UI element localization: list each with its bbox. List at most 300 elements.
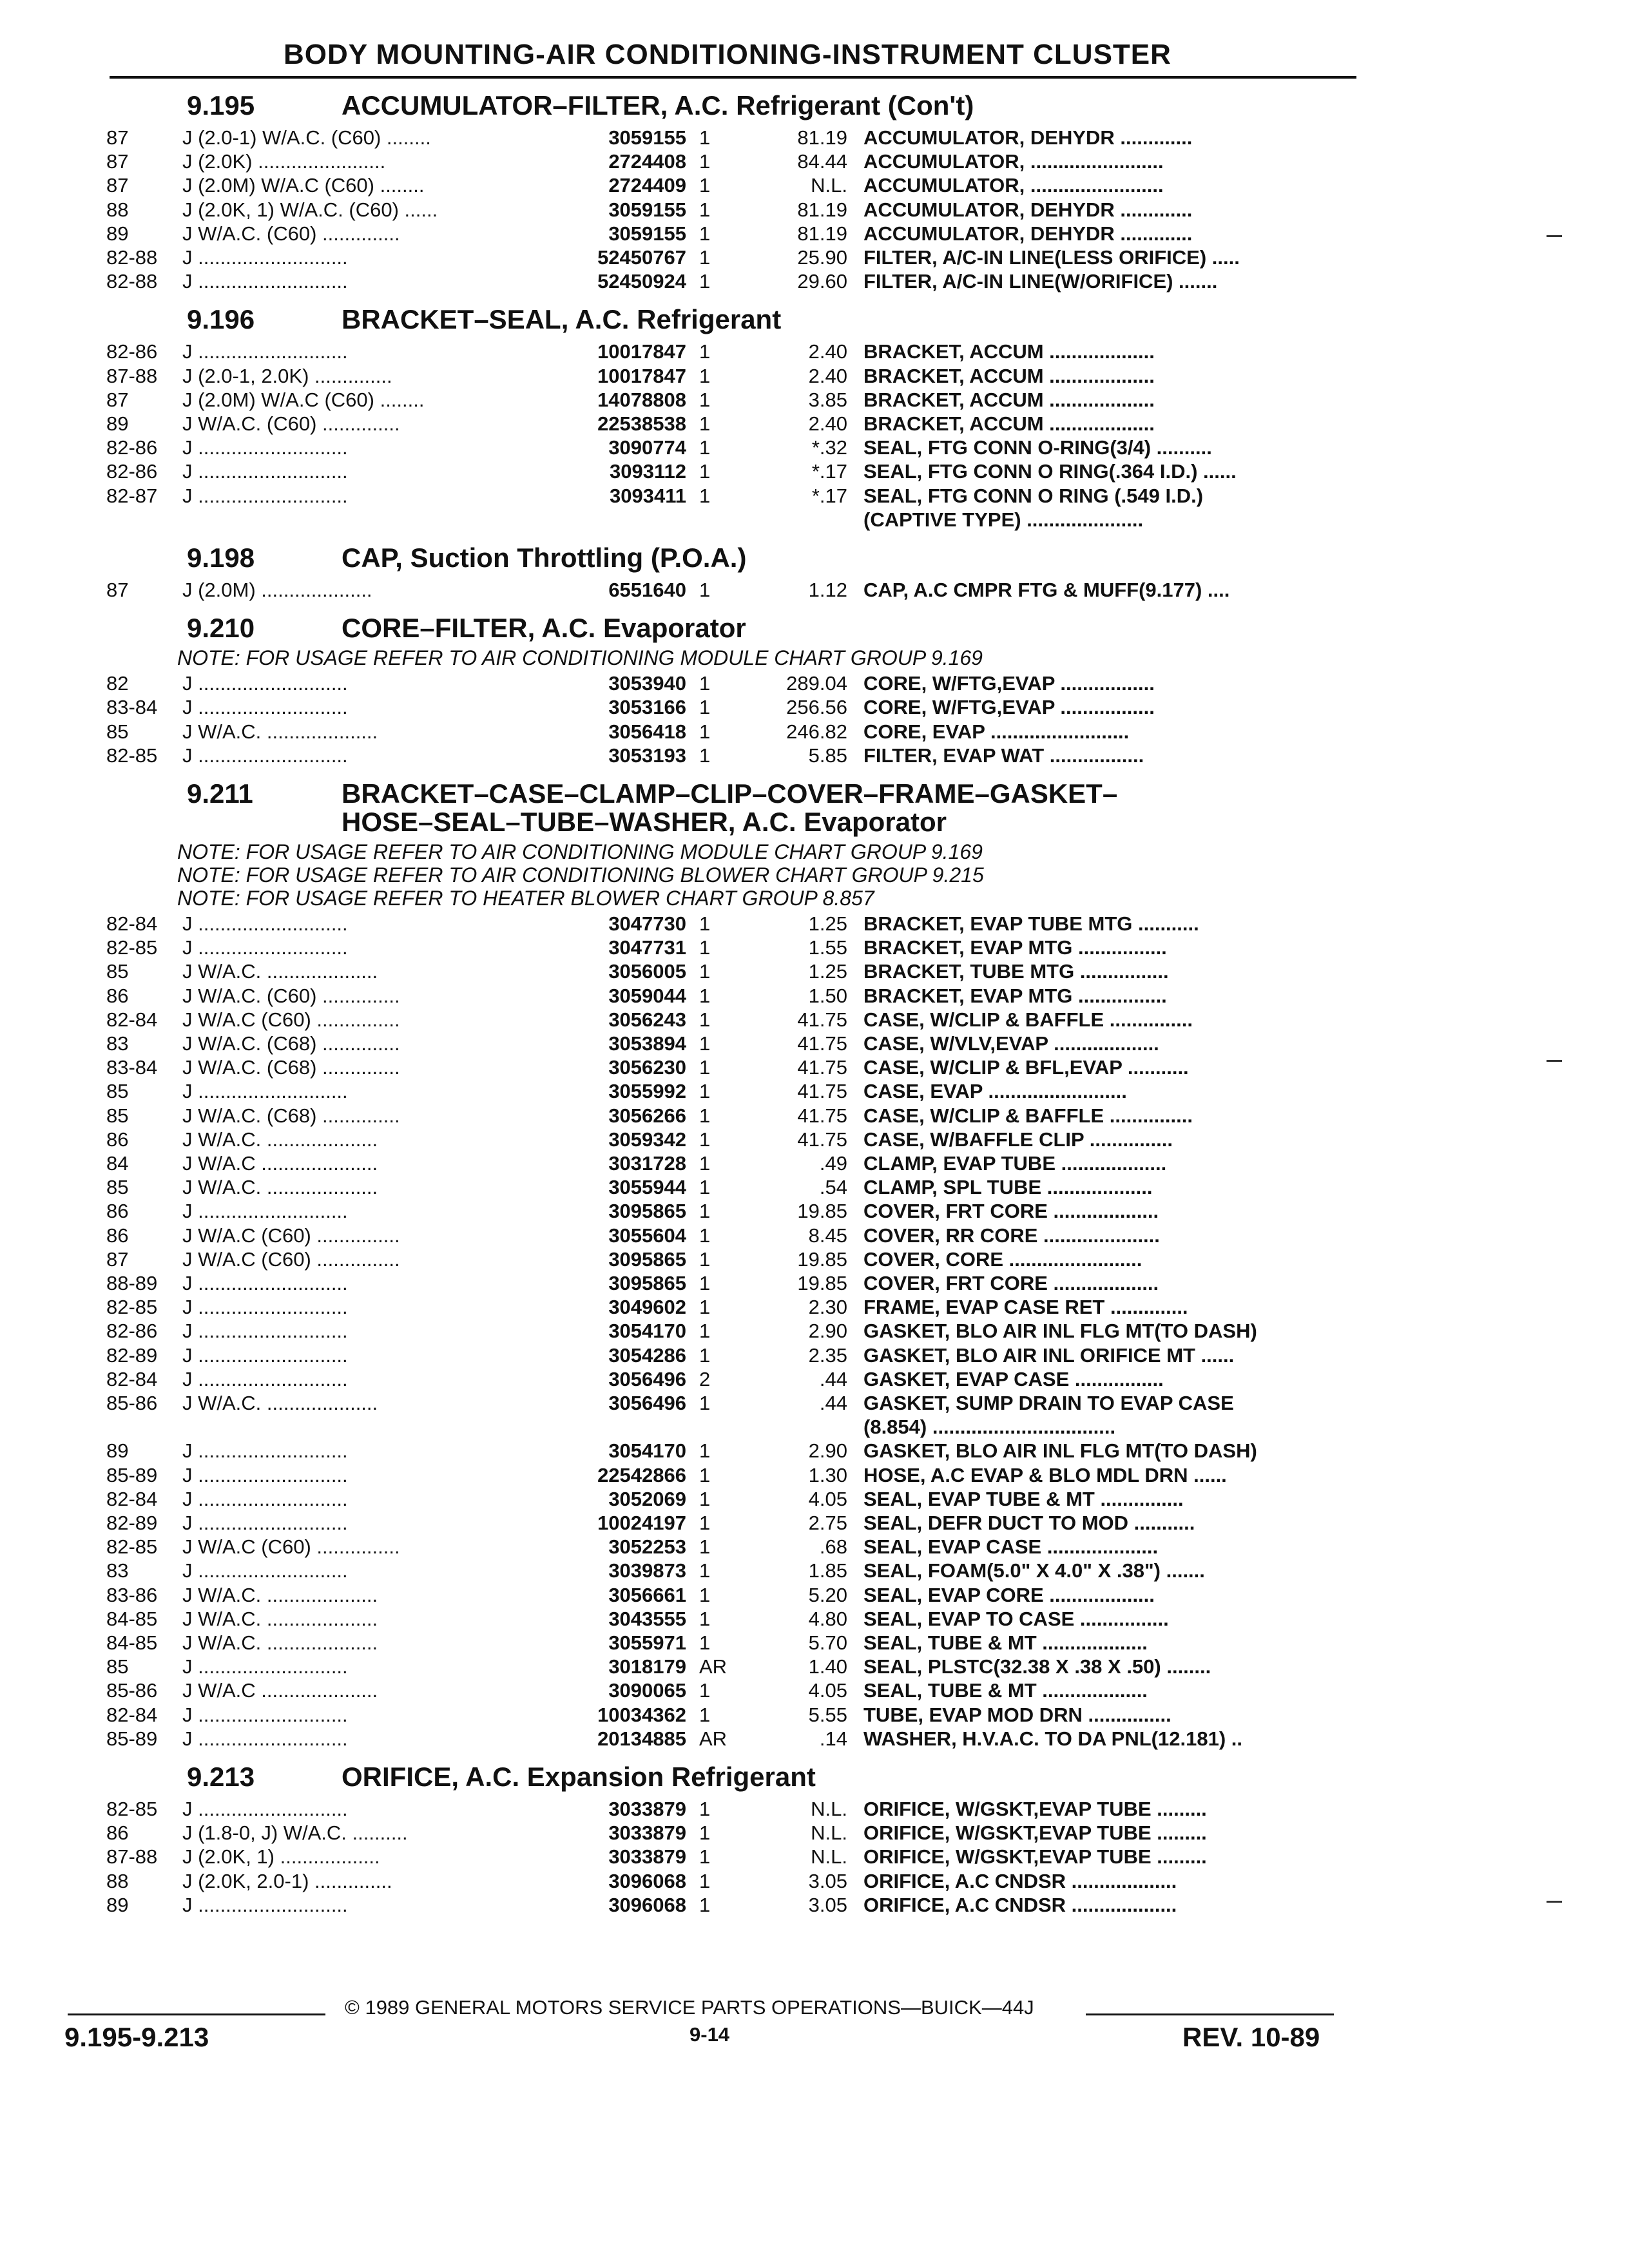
price: 41.75 xyxy=(797,1128,847,1151)
application: J (2.0K, 1) .................. xyxy=(182,1845,380,1869)
price: 41.75 xyxy=(797,1104,847,1127)
part-number: 52450767 xyxy=(597,246,686,269)
price: 1.12 xyxy=(808,579,847,601)
part-row xyxy=(106,1584,1524,1608)
price: 4.80 xyxy=(808,1607,847,1630)
part-number: 3059155 xyxy=(608,126,686,149)
model-years: 86 xyxy=(106,1224,129,1247)
price: 19.85 xyxy=(797,1272,847,1294)
price: N.L. xyxy=(811,1798,847,1820)
part-row xyxy=(106,1798,1524,1821)
description: CLAMP, EVAP TUBE ................... xyxy=(863,1152,1167,1175)
price: 1.25 xyxy=(808,912,847,935)
application: J ........................... xyxy=(182,1798,348,1820)
part-number: 3047730 xyxy=(608,912,686,935)
model-years: 87-88 xyxy=(106,364,158,387)
part-row xyxy=(106,1655,1524,1679)
part-row xyxy=(106,1488,1524,1512)
model-years: 82-84 xyxy=(106,1703,158,1726)
part-row xyxy=(106,508,1524,532)
quantity: 1 xyxy=(699,1631,711,1654)
part-row xyxy=(106,412,1524,436)
quantity: 1 xyxy=(699,1176,711,1199)
application: J ........................... xyxy=(182,1272,348,1294)
description: FILTER, A/C-IN LINE(LESS ORIFICE) ..... xyxy=(863,246,1240,269)
model-years: 82-86 xyxy=(106,436,158,459)
application: J ........................... xyxy=(182,936,348,959)
part-row xyxy=(106,672,1524,696)
model-years: 86 xyxy=(106,1200,129,1223)
price: 41.75 xyxy=(797,1008,847,1031)
model-years: 82-84 xyxy=(106,1367,158,1390)
footer-copyright: © 1989 GENERAL MOTORS SERVICE PARTS OPERATIONS—BUICK—44J xyxy=(345,1996,1034,2019)
model-years: 89 xyxy=(106,1893,129,1916)
quantity: 1 xyxy=(699,1392,711,1414)
description: ACCUMULATOR, DEHYDR ............. xyxy=(863,198,1193,221)
quantity: 1 xyxy=(699,1487,711,1510)
part-number: 20134885 xyxy=(597,1727,686,1750)
price: 19.85 xyxy=(797,1247,847,1271)
quantity: 2 xyxy=(699,1367,711,1390)
part-number: 2724408 xyxy=(608,150,686,173)
part-row xyxy=(106,1512,1524,1535)
model-years: 88 xyxy=(106,1869,129,1892)
application: J W/A.C (C60) ............... xyxy=(182,1247,400,1271)
section-number: 9.213 xyxy=(187,1762,255,1792)
price: .49 xyxy=(819,1152,847,1175)
part-number: 6551640 xyxy=(608,579,686,601)
quantity: 1 xyxy=(699,1224,711,1247)
description: ACCUMULATOR, ........................ xyxy=(863,150,1164,173)
price: 19.85 xyxy=(797,1200,847,1223)
model-years: 85-89 xyxy=(106,1727,158,1750)
description: BRACKET, EVAP MTG ................ xyxy=(863,936,1167,959)
quantity: 1 xyxy=(699,912,711,935)
part-number: 3095865 xyxy=(608,1272,686,1294)
part-row xyxy=(106,198,1524,222)
quantity: 1 xyxy=(699,1798,711,1820)
model-years: 82-85 xyxy=(106,744,158,767)
part-row xyxy=(106,1821,1524,1845)
description: SEAL, EVAP CASE .................... xyxy=(863,1535,1159,1559)
section-title-continued: HOSE–SEAL–TUBE–WASHER, A.C. Evaporator xyxy=(342,807,947,837)
quantity: 1 xyxy=(699,1296,711,1319)
model-years: 85 xyxy=(106,1080,129,1103)
application: J W/A.C. .................... xyxy=(182,1631,378,1654)
model-years: 82-85 xyxy=(106,936,158,959)
description: SEAL, FTG CONN O RING (.549 I.D.) xyxy=(863,484,1204,507)
application: J (2.0-1, 2.0K) .............. xyxy=(182,364,392,387)
model-years: 88-89 xyxy=(106,1272,158,1294)
part-number: 3033879 xyxy=(608,1845,686,1869)
quantity: 1 xyxy=(699,246,711,269)
part-row xyxy=(106,1392,1524,1416)
part-number: 3054170 xyxy=(608,1320,686,1343)
price: 2.75 xyxy=(808,1512,847,1534)
description: CASE, W/CLIP & BFL,EVAP ........... xyxy=(863,1056,1189,1079)
part-row xyxy=(106,365,1524,389)
model-years: 86 xyxy=(106,984,129,1007)
part-number: 3039873 xyxy=(608,1559,686,1582)
price: 4.05 xyxy=(808,1487,847,1510)
part-number: 3056496 xyxy=(608,1392,686,1414)
part-row xyxy=(106,1845,1524,1869)
price: 25.90 xyxy=(797,246,847,269)
model-years: 87 xyxy=(106,1247,129,1271)
part-number: 3055944 xyxy=(608,1176,686,1199)
description: SEAL, FTG CONN O-RING(3/4) .......... xyxy=(863,436,1212,459)
section-title: ORIFICE, A.C. Expansion Refrigerant xyxy=(342,1762,816,1792)
application: J ........................... xyxy=(182,744,348,767)
application: J W/A.C (C60) ............... xyxy=(182,1224,400,1247)
model-years: 89 xyxy=(106,222,129,245)
description: SEAL, FOAM(5.0" X 4.0" X .38") ....... xyxy=(863,1559,1205,1582)
application: J W/A.C. (C68) .............. xyxy=(182,1056,400,1079)
model-years: 83-84 xyxy=(106,696,158,719)
margin-mark xyxy=(1547,1901,1562,1903)
description: CORE, W/FTG,EVAP ................. xyxy=(863,672,1155,695)
part-row xyxy=(106,1008,1524,1032)
quantity: 1 xyxy=(699,1104,711,1127)
part-row xyxy=(106,1080,1524,1104)
part-number: 22538538 xyxy=(597,412,686,435)
price: .68 xyxy=(819,1535,847,1559)
page-header-title: BODY MOUNTING-AIR CONDITIONING-INSTRUMENT CLUSTER xyxy=(284,39,1171,70)
price: *.17 xyxy=(811,460,847,483)
application: J ........................... xyxy=(182,672,348,695)
price: .54 xyxy=(819,1176,847,1199)
quantity: 1 xyxy=(699,388,711,411)
quantity: 1 xyxy=(699,1439,711,1463)
part-row xyxy=(106,1032,1524,1056)
application: J (2.0M) .................... xyxy=(182,579,372,601)
description: CASE, W/CLIP & BAFFLE ............... xyxy=(863,1008,1193,1031)
part-row xyxy=(106,1272,1524,1296)
part-row xyxy=(106,150,1524,174)
application: J ........................... xyxy=(182,1655,348,1678)
model-years: 82-84 xyxy=(106,1487,158,1510)
section-title: ACCUMULATOR–FILTER, A.C. Refrigerant (Con't) xyxy=(342,90,974,120)
part-number: 3049602 xyxy=(608,1296,686,1319)
description: GASKET, EVAP CASE ................ xyxy=(863,1367,1164,1390)
quantity: 1 xyxy=(699,222,711,245)
quantity: 1 xyxy=(699,984,711,1007)
part-number: 2724409 xyxy=(608,174,686,197)
application: J ........................... xyxy=(182,1512,348,1534)
application: J W/A.C. (C60) .............. xyxy=(182,984,400,1007)
application: J (2.0K, 1) W/A.C. (C60) ...... xyxy=(182,198,438,221)
application: J W/A.C. (C68) .............. xyxy=(182,1032,400,1055)
quantity: 1 xyxy=(699,1200,711,1223)
application: J ........................... xyxy=(182,436,348,459)
model-years: 84-85 xyxy=(106,1607,158,1630)
description: GASKET, BLO AIR INL ORIFICE MT ...... xyxy=(863,1343,1235,1367)
model-years: 85-89 xyxy=(106,1463,158,1486)
description: (8.854) ................................. xyxy=(863,1416,1116,1439)
description: BRACKET, ACCUM ................... xyxy=(863,412,1155,435)
price: 1.85 xyxy=(808,1559,847,1582)
part-row xyxy=(106,936,1524,960)
quantity: 1 xyxy=(699,364,711,387)
section-title: CORE–FILTER, A.C. Evaporator xyxy=(342,613,746,644)
model-years: 85 xyxy=(106,960,129,983)
price: .44 xyxy=(819,1392,847,1414)
quantity: 1 xyxy=(699,174,711,197)
part-number: 3093112 xyxy=(610,460,686,483)
quantity: 1 xyxy=(699,1152,711,1175)
description: HOSE, A.C EVAP & BLO MDL DRN ...... xyxy=(863,1463,1227,1486)
part-row xyxy=(106,1870,1524,1894)
quantity: 1 xyxy=(699,1320,711,1343)
description: BRACKET, TUBE MTG ................ xyxy=(863,960,1169,983)
model-years: 86 xyxy=(106,1128,129,1151)
quantity: 1 xyxy=(699,150,711,173)
usage-note: NOTE: FOR USAGE REFER TO AIR CONDITIONING MODULE CHART GROUP 9.169 xyxy=(177,840,983,863)
part-row xyxy=(106,270,1524,294)
model-years: 87 xyxy=(106,174,129,197)
application: J ........................... xyxy=(182,484,348,507)
part-row xyxy=(106,436,1524,460)
quantity: 1 xyxy=(699,1679,711,1702)
model-years: 82-86 xyxy=(106,340,158,363)
section-title: BRACKET–SEAL, A.C. Refrigerant xyxy=(342,304,782,335)
application: J W/A.C. .................... xyxy=(182,720,378,743)
price: 256.56 xyxy=(786,696,847,719)
part-number: 3093411 xyxy=(610,484,686,507)
price: 81.19 xyxy=(797,198,847,221)
price: 2.90 xyxy=(808,1439,847,1463)
part-number: 3059155 xyxy=(608,222,686,245)
part-row xyxy=(106,1559,1524,1583)
price: 1.40 xyxy=(808,1655,847,1678)
quantity: 1 xyxy=(699,1821,711,1845)
model-years: 82-89 xyxy=(106,1343,158,1367)
part-row xyxy=(106,1727,1524,1751)
price: 1.25 xyxy=(808,960,847,983)
model-years: 82-85 xyxy=(106,1798,158,1820)
model-years: 82-84 xyxy=(106,1008,158,1031)
part-number: 3055992 xyxy=(608,1080,686,1103)
part-row xyxy=(106,1608,1524,1631)
quantity: 1 xyxy=(699,1703,711,1726)
description: ORIFICE, A.C CNDSR ................... xyxy=(863,1893,1177,1916)
price: 2.40 xyxy=(808,364,847,387)
application: J ........................... xyxy=(182,1463,348,1486)
price: 5.20 xyxy=(808,1583,847,1606)
description: CASE, W/CLIP & BAFFLE ............... xyxy=(863,1104,1193,1127)
part-row xyxy=(106,744,1524,768)
application: J (2.0K, 2.0-1) .............. xyxy=(182,1869,392,1892)
description: CASE, EVAP ......................... xyxy=(863,1080,1127,1103)
part-row xyxy=(106,1152,1524,1176)
part-row xyxy=(106,1248,1524,1272)
quantity: 1 xyxy=(699,1869,711,1892)
part-number: 3059044 xyxy=(608,984,686,1007)
part-row xyxy=(106,579,1524,602)
description: ORIFICE, A.C CNDSR ................... xyxy=(863,1869,1177,1892)
part-row xyxy=(106,1128,1524,1152)
quantity: AR xyxy=(699,1655,728,1678)
model-years: 84-85 xyxy=(106,1631,158,1654)
price: 81.19 xyxy=(797,222,847,245)
description: CLAMP, SPL TUBE ................... xyxy=(863,1176,1153,1199)
application: J W/A.C. .................... xyxy=(182,1392,378,1414)
quantity: 1 xyxy=(699,720,711,743)
description: BRACKET, EVAP MTG ................ xyxy=(863,984,1167,1007)
quantity: 1 xyxy=(699,744,711,767)
quantity: 1 xyxy=(699,672,711,695)
model-years: 89 xyxy=(106,412,129,435)
part-number: 22542866 xyxy=(597,1463,686,1486)
quantity: 1 xyxy=(699,696,711,719)
part-number: 3054286 xyxy=(608,1343,686,1367)
description: CAP, A.C CMPR FTG & MUFF(9.177) .... xyxy=(863,579,1230,601)
part-number: 3047731 xyxy=(608,936,686,959)
model-years: 87 xyxy=(106,126,129,149)
quantity: 1 xyxy=(699,484,711,507)
description: BRACKET, ACCUM ................... xyxy=(863,340,1155,363)
description: ORIFICE, W/GSKT,EVAP TUBE ......... xyxy=(863,1821,1207,1845)
section-number: 9.210 xyxy=(187,613,255,644)
description: GASKET, BLO AIR INL FLG MT(TO DASH) xyxy=(863,1439,1257,1463)
margin-mark xyxy=(1547,235,1562,237)
part-number: 3052253 xyxy=(608,1535,686,1559)
model-years: 85-86 xyxy=(106,1679,158,1702)
application: J W/A.C. .................... xyxy=(182,1583,378,1606)
model-years: 85-86 xyxy=(106,1392,158,1414)
part-number: 3031728 xyxy=(608,1152,686,1175)
footer-rule-left xyxy=(68,2013,325,2015)
part-number: 3095865 xyxy=(608,1200,686,1223)
price: 2.40 xyxy=(808,412,847,435)
quantity: 1 xyxy=(699,1512,711,1534)
price: .44 xyxy=(819,1367,847,1390)
application: J W/A.C. (C60) .............. xyxy=(182,222,400,245)
part-row xyxy=(106,1416,1524,1439)
price: 2.40 xyxy=(808,340,847,363)
application: J W/A.C. .................... xyxy=(182,960,378,983)
price: 289.04 xyxy=(786,672,847,695)
application: J W/A.C ..................... xyxy=(182,1152,378,1175)
application: J W/A.C. .................... xyxy=(182,1176,378,1199)
application: J ........................... xyxy=(182,460,348,483)
application: J W/A.C (C60) ............... xyxy=(182,1008,400,1031)
model-years: 83-84 xyxy=(106,1056,158,1079)
part-row xyxy=(106,389,1524,412)
price: 81.19 xyxy=(797,126,847,149)
price: 5.85 xyxy=(808,744,847,767)
model-years: 83 xyxy=(106,1032,129,1055)
price: 3.05 xyxy=(808,1869,847,1892)
part-number: 3053166 xyxy=(608,696,686,719)
price: 41.75 xyxy=(797,1080,847,1103)
usage-note: NOTE: FOR USAGE REFER TO HEATER BLOWER CHART GROUP 8.857 xyxy=(177,887,874,910)
part-row xyxy=(106,126,1524,150)
part-number: 3043555 xyxy=(608,1607,686,1630)
application: J ........................... xyxy=(182,1559,348,1582)
part-row xyxy=(106,696,1524,720)
part-number: 10034362 xyxy=(597,1703,686,1726)
price: 41.75 xyxy=(797,1032,847,1055)
price: 246.82 xyxy=(786,720,847,743)
description: SEAL, EVAP TUBE & MT ............... xyxy=(863,1487,1184,1510)
price: .14 xyxy=(819,1727,847,1750)
quantity: 1 xyxy=(699,412,711,435)
model-years: 82-85 xyxy=(106,1296,158,1319)
quantity: 1 xyxy=(699,1272,711,1294)
model-years: 82-85 xyxy=(106,1535,158,1559)
description: COVER, CORE ........................ xyxy=(863,1247,1142,1271)
description: COVER, FRT CORE ................... xyxy=(863,1272,1159,1294)
part-row xyxy=(106,1176,1524,1200)
application: J ........................... xyxy=(182,1367,348,1390)
price: 5.55 xyxy=(808,1703,847,1726)
part-number: 3096068 xyxy=(608,1869,686,1892)
quantity: 1 xyxy=(699,270,711,293)
part-number: 3052069 xyxy=(608,1487,686,1510)
application: J W/A.C ..................... xyxy=(182,1679,378,1702)
description: CASE, W/BAFFLE CLIP ............... xyxy=(863,1128,1173,1151)
price: 29.60 xyxy=(797,270,847,293)
model-years: 85 xyxy=(106,1176,129,1199)
model-years: 86 xyxy=(106,1821,129,1845)
part-row xyxy=(106,1200,1524,1224)
part-row xyxy=(106,960,1524,984)
part-row xyxy=(106,1104,1524,1128)
part-number: 3090774 xyxy=(608,436,686,459)
price: 3.85 xyxy=(808,388,847,411)
quantity: 1 xyxy=(699,1008,711,1031)
quantity: 1 xyxy=(699,126,711,149)
description: TUBE, EVAP MOD DRN ............... xyxy=(863,1703,1171,1726)
price: N.L. xyxy=(811,1821,847,1845)
application: J W/A.C. (C68) .............. xyxy=(182,1104,400,1127)
part-number: 3056661 xyxy=(608,1583,686,1606)
quantity: AR xyxy=(699,1727,728,1750)
part-row xyxy=(106,1704,1524,1727)
description: CASE, W/VLV,EVAP ................... xyxy=(863,1032,1159,1055)
description: (CAPTIVE TYPE) ..................... xyxy=(863,508,1144,531)
description: GASKET, SUMP DRAIN TO EVAP CASE xyxy=(863,1392,1234,1414)
part-number: 10017847 xyxy=(597,340,686,363)
price: 1.30 xyxy=(808,1463,847,1486)
description: ORIFICE, W/GSKT,EVAP TUBE ......... xyxy=(863,1845,1207,1869)
part-row xyxy=(106,1296,1524,1320)
part-number: 3053193 xyxy=(608,744,686,767)
model-years: 82-84 xyxy=(106,912,158,935)
quantity: 1 xyxy=(699,460,711,483)
part-row xyxy=(106,1320,1524,1343)
quantity: 1 xyxy=(699,1463,711,1486)
description: COVER, FRT CORE ................... xyxy=(863,1200,1159,1223)
quantity: 1 xyxy=(699,198,711,221)
part-number: 3056230 xyxy=(608,1056,686,1079)
price: 5.70 xyxy=(808,1631,847,1654)
application: J ........................... xyxy=(182,1487,348,1510)
section-title: BRACKET–CASE–CLAMP–CLIP–COVER–FRAME–GASKET– xyxy=(342,778,1118,809)
part-row xyxy=(106,222,1524,246)
part-number: 3059342 xyxy=(608,1128,686,1151)
part-row xyxy=(106,1224,1524,1248)
model-years: 83-86 xyxy=(106,1583,158,1606)
quantity: 1 xyxy=(699,436,711,459)
price: *.17 xyxy=(811,484,847,507)
application: J ........................... xyxy=(182,1080,348,1103)
model-years: 82-86 xyxy=(106,460,158,483)
application: J ........................... xyxy=(182,912,348,935)
model-years: 87 xyxy=(106,150,129,173)
part-number: 3059155 xyxy=(608,198,686,221)
